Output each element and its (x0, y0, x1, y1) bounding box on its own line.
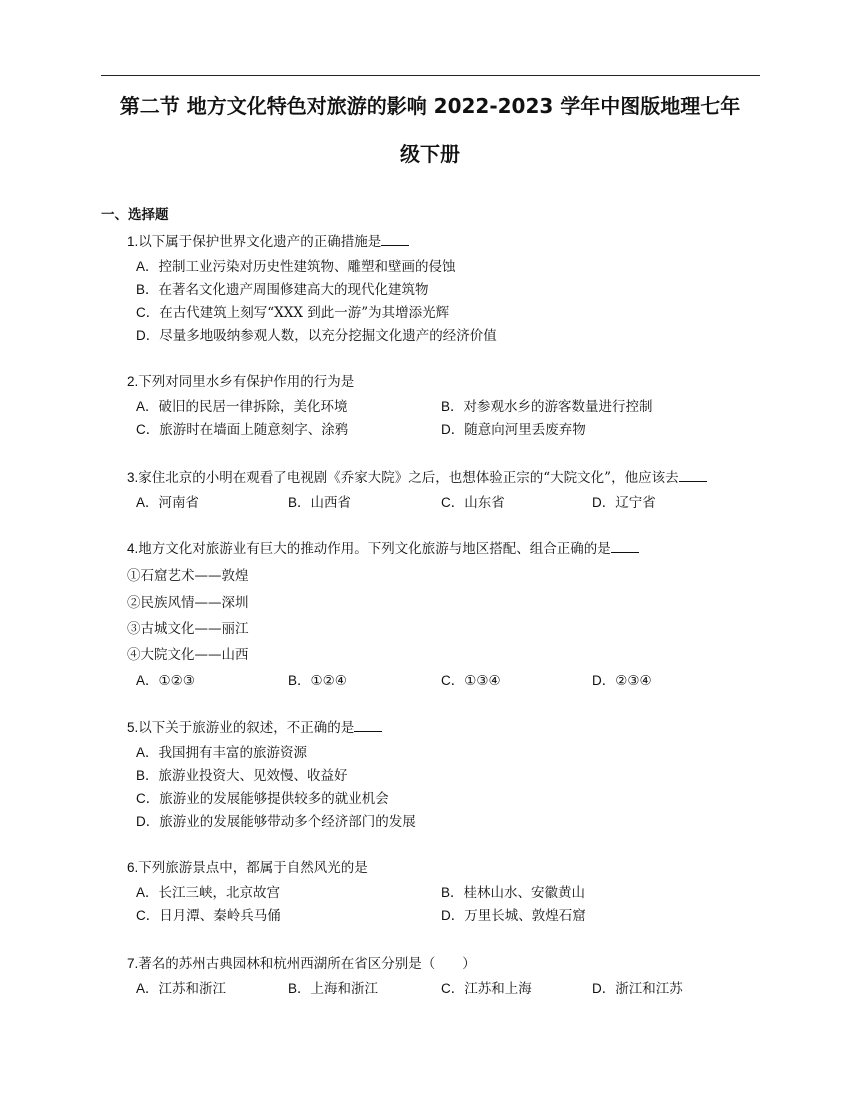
option-key: B． (288, 495, 311, 510)
question-text: 以下关于旅游业的叙述，不正确的是 (138, 720, 355, 736)
option-key: D． (136, 328, 160, 343)
option-text: 河南省 (158, 495, 200, 511)
option-key: B． (136, 768, 159, 783)
question-6-option-c[interactable] (136, 907, 281, 925)
question-4-stem (127, 540, 639, 558)
question-text: 以下属于保护世界文化遗产的正确措施是 (138, 234, 382, 250)
option-text: 尽量多地吸纳参观人数，以充分挖掘文化遗产的经济价值 (159, 328, 497, 344)
question-2-option-a[interactable] (136, 398, 348, 416)
question-3-option-b[interactable] (288, 494, 351, 512)
option-key: C． (441, 981, 465, 996)
question-7-option-d[interactable] (592, 980, 683, 998)
question-number: 4. (127, 541, 139, 556)
option-text: 日月潭、秦岭兵马俑 (159, 908, 281, 924)
option-text: ②③④ (615, 673, 652, 689)
option-text: 旅游时在墙面上随意刻字、涂鸦 (159, 422, 349, 438)
option-text: ①②③ (158, 673, 195, 689)
question-text: 家住北京的小明在观看了电视剧《乔家大院》之后，也想体验正宗的“大院文化”，他应该去 (138, 470, 679, 486)
option-text: ①③④ (464, 673, 501, 689)
question-6-stem (127, 859, 368, 877)
option-key: A． (136, 495, 159, 510)
question-2-option-d[interactable] (441, 421, 586, 439)
option-text: 旅游业投资大、见效慢、收益好 (158, 768, 348, 784)
question-5-option-c[interactable] (136, 790, 389, 808)
question-text: 下列旅游景点中，都属于自然风光的是 (138, 860, 368, 876)
question-4-option-c[interactable] (441, 672, 501, 690)
option-text: 辽宁省 (615, 495, 656, 511)
question-number: 2. (127, 374, 139, 389)
option-key: C． (136, 791, 160, 806)
option-text: 上海和浙江 (310, 981, 379, 997)
option-key: B． (288, 981, 311, 996)
answer-blank (679, 469, 707, 482)
option-text: 江苏和浙江 (158, 981, 227, 997)
answer-blank (354, 719, 382, 732)
option-text: 旅游业的发展能够提供较多的就业机会 (159, 791, 389, 807)
option-text: 在古代建筑上刻写“XXX 到此一游”为其增添光辉 (159, 305, 450, 321)
question-1-option-a[interactable] (136, 258, 456, 276)
option-key: D． (441, 422, 465, 437)
question-5-option-a[interactable] (136, 744, 307, 762)
question-1-option-b[interactable] (136, 281, 429, 299)
question-3-option-d[interactable] (592, 494, 656, 512)
option-key: A． (136, 673, 159, 688)
question-text: 著名的苏州古典园林和杭州西湖所在省区分别是（ ） (138, 956, 476, 972)
option-key: A． (136, 885, 159, 900)
option-key: D． (592, 981, 616, 996)
question-7-stem (127, 955, 476, 973)
option-key: A． (136, 745, 159, 760)
option-key: D． (592, 673, 616, 688)
header-rule (101, 75, 760, 76)
question-4-statement-3: ③古城文化——丽江 (127, 621, 249, 637)
option-text: ①②④ (310, 673, 347, 689)
question-4-option-d[interactable] (592, 672, 652, 690)
question-3-stem (127, 469, 707, 487)
option-key: B． (288, 673, 311, 688)
question-text: 地方文化对旅游业有巨大的推动作用。下列文化旅游与地区搭配、组合正确的是 (138, 541, 611, 557)
question-5-option-b[interactable] (136, 767, 348, 785)
option-text: 在著名文化遗产周围修建高大的现代化建筑物 (158, 282, 429, 298)
option-text: 旅游业的发展能够带动多个经济部门的发展 (159, 814, 416, 830)
question-number: 3. (127, 470, 139, 485)
question-number: 5. (127, 720, 139, 735)
option-text: 山东省 (464, 495, 505, 511)
question-5-option-d[interactable] (136, 813, 416, 831)
option-text: 桂林山水、安徽黄山 (463, 885, 586, 901)
option-text: 长江三峡，北京故宫 (158, 885, 281, 901)
question-text: 下列对同里水乡有保护作用的行为是 (138, 374, 355, 390)
question-4-statement-1: ①石窟艺术——敦煌 (127, 568, 249, 584)
question-4-statement-4: ④大院文化——山西 (127, 647, 249, 663)
option-key: C． (441, 673, 465, 688)
question-1-option-d[interactable] (136, 327, 497, 345)
question-6-option-b[interactable] (441, 884, 585, 902)
option-text: 山西省 (310, 495, 352, 511)
option-key: D． (136, 814, 160, 829)
question-4-option-a[interactable] (136, 672, 195, 690)
option-key: B． (441, 885, 464, 900)
question-2-stem (127, 373, 354, 391)
question-7-option-c[interactable] (441, 980, 532, 998)
question-5-stem (127, 719, 382, 737)
option-key: A． (136, 259, 159, 274)
answer-blank (381, 233, 409, 246)
option-key: B． (441, 399, 464, 414)
option-key: A． (136, 399, 159, 414)
question-7-option-a[interactable] (136, 980, 226, 998)
document-title-line-1: 第二节 地方文化特色对旅游的影响 2022-2023 学年中图版地理七年 (119, 94, 741, 118)
document-title-line-2: 级下册 (400, 142, 460, 166)
option-text: 浙江和江苏 (615, 981, 683, 997)
answer-blank (611, 540, 639, 553)
option-key: D． (441, 908, 465, 923)
question-4-option-b[interactable] (288, 672, 347, 690)
question-1-stem (127, 233, 409, 251)
option-text: 随意向河里丢废弃物 (464, 422, 586, 438)
question-number: 1. (127, 234, 139, 249)
question-4-statement-2: ②民族风情——深圳 (127, 595, 249, 611)
option-text: 江苏和上海 (464, 981, 532, 997)
option-key: D． (592, 495, 616, 510)
option-text: 控制工业污染对历史性建筑物、雕塑和壁画的侵蚀 (158, 259, 456, 275)
question-6-option-a[interactable] (136, 884, 280, 902)
section-heading: 一、选择题 (101, 207, 169, 223)
option-key: C． (136, 305, 160, 320)
question-number: 6. (127, 860, 139, 875)
option-key: C． (441, 495, 465, 510)
option-text: 对参观水乡的游客数量进行控制 (463, 399, 653, 415)
question-number: 7. (127, 956, 139, 971)
question-6-option-d[interactable] (441, 907, 586, 925)
option-text: 破旧的民居一律拆除，美化环境 (158, 399, 348, 415)
option-key: A． (136, 981, 159, 996)
question-2-option-c[interactable] (136, 421, 348, 439)
question-2-option-b[interactable] (441, 398, 653, 416)
option-key: C． (136, 908, 160, 923)
option-text: 我国拥有丰富的旅游资源 (158, 745, 308, 761)
option-key: B． (136, 282, 159, 297)
question-7-option-b[interactable] (288, 980, 378, 998)
option-text: 万里长城、敦煌石窟 (464, 908, 586, 924)
question-1-option-c[interactable] (136, 304, 449, 322)
question-3-option-c[interactable] (441, 494, 505, 512)
option-key: C． (136, 422, 160, 437)
question-3-option-a[interactable] (136, 494, 199, 512)
